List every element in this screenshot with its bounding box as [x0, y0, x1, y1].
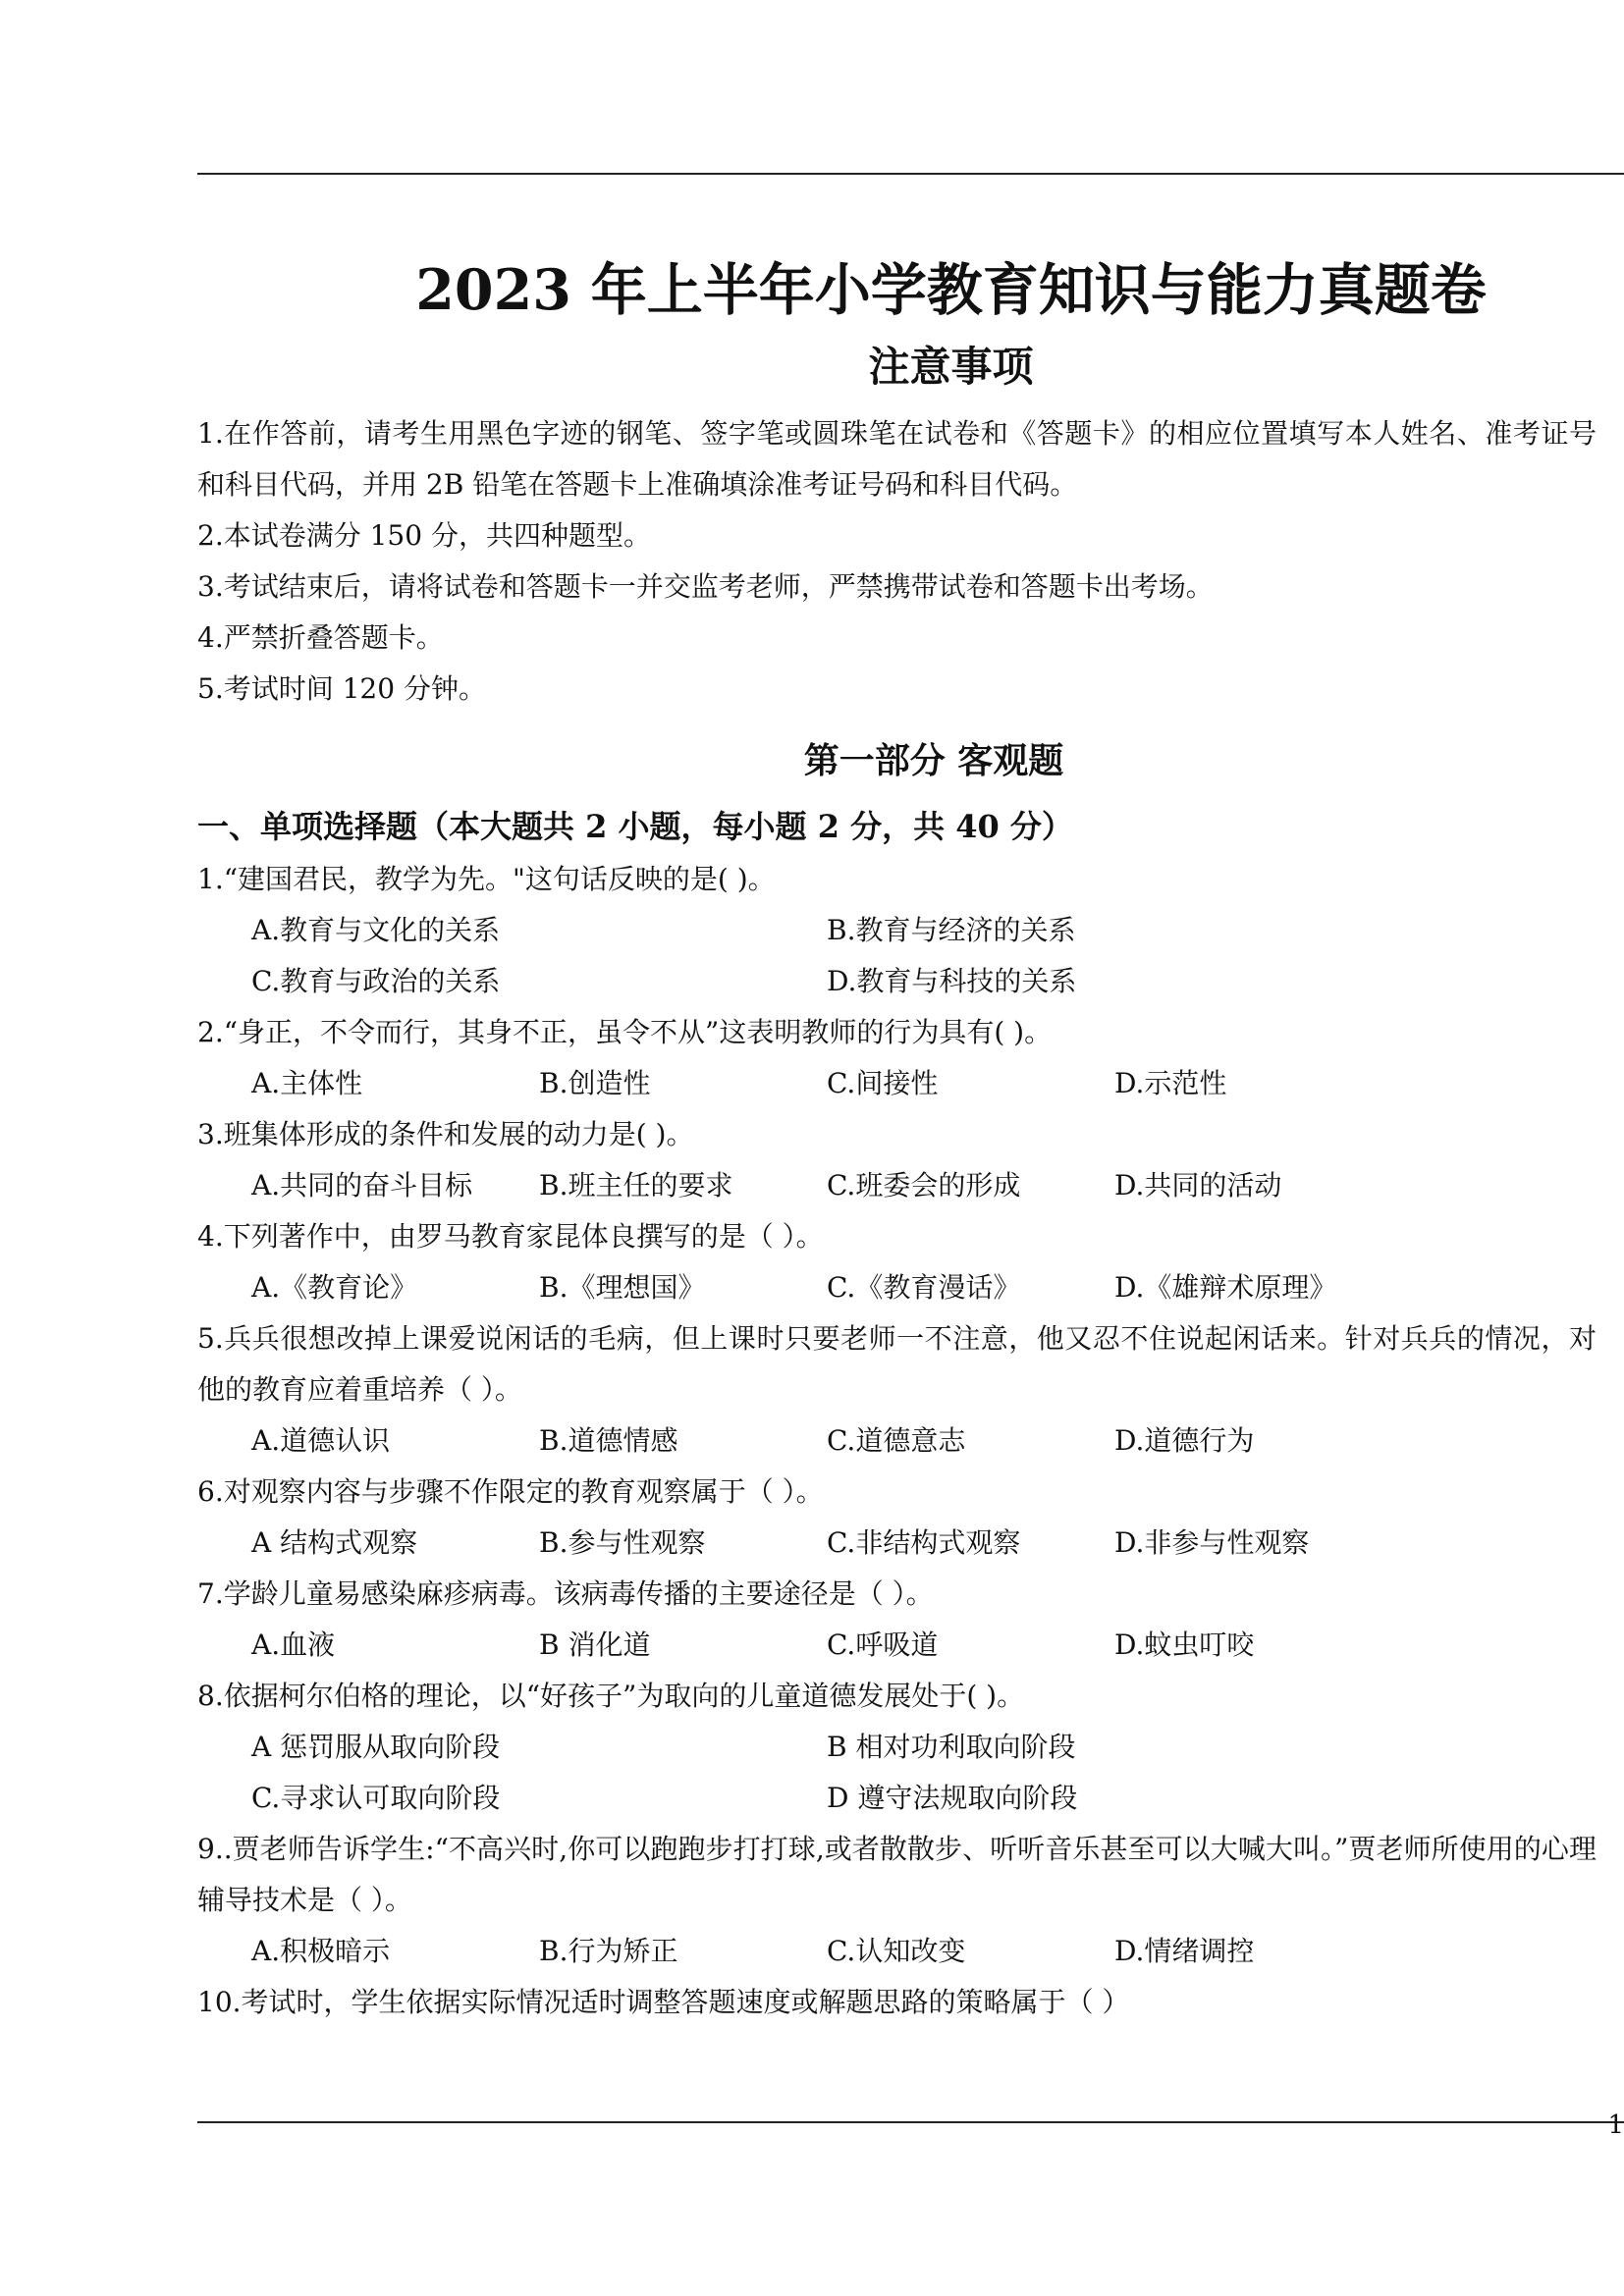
option: C.道德意志 — [827, 1424, 966, 1457]
option: A 结构式观察 — [251, 1526, 418, 1559]
option-row — [197, 1773, 1597, 1824]
section-title: 一、单项选择题（本大题共 2 小题，每小题 2 分，共 40 分） — [197, 808, 1073, 845]
option: B.创造性 — [539, 1067, 651, 1099]
question-stem: 3.班集体形成的条件和发展的动力是( )。 — [197, 1118, 694, 1150]
option-row — [197, 1518, 1597, 1569]
option: C.寻求认可取向阶段 — [251, 1782, 501, 1814]
question-stem: 5.兵兵很想改掉上课爱说闲话的毛病，但上课时只要老师一不注意，他又忍不住说起闲话来。针对兵兵的情况，对他的教育应着重培养（ ）。 — [197, 1322, 1597, 1406]
option: C.间接性 — [827, 1067, 939, 1099]
option: B 相对功利取向阶段 — [827, 1731, 1076, 1763]
footer-rule — [197, 2121, 1624, 2123]
option-row — [197, 1262, 1597, 1313]
option: C.认知改变 — [827, 1935, 966, 1967]
option: A 惩罚服从取向阶段 — [251, 1731, 501, 1763]
notice-item: 3.考试结束后，请将试卷和答题卡一并交监考老师，严禁携带试卷和答题卡出考场。 — [197, 570, 1214, 603]
question-stem: 2.“身正，不令而行，其身不正，虽令不从”这表明教师的行为具有( )。 — [197, 1016, 1053, 1048]
question-stem: 7.学龄儿童易感染麻疹病毒。该病毒传播的主要途径是（ ）。 — [197, 1577, 934, 1610]
notice-item: 5.考试时间 120 分钟。 — [197, 672, 486, 705]
page-content — [197, 243, 1597, 2028]
option: B.《理想国》 — [539, 1271, 706, 1304]
option: C.班委会的形成 — [827, 1169, 1021, 1201]
option-row — [197, 905, 1597, 956]
option: B.教育与经济的关系 — [827, 914, 1076, 946]
option: B.道德情感 — [539, 1424, 678, 1457]
option: B 消化道 — [539, 1629, 651, 1661]
option: D.《雄辩术原理》 — [1114, 1271, 1337, 1304]
option-row — [197, 1160, 1597, 1211]
option: A.血液 — [251, 1629, 336, 1661]
option: D.蚊虫叮咬 — [1114, 1629, 1255, 1661]
option: D.教育与科技的关系 — [827, 965, 1077, 997]
option: D.情绪调控 — [1114, 1935, 1255, 1967]
option: C.教育与政治的关系 — [251, 965, 501, 997]
option-row — [197, 1926, 1597, 1977]
notice-item: 1.在作答前，请考生用黑色字迹的钢笔、签字笔或圆珠笔在试卷和《答题卡》的相应位置填写本人姓名、准考证号和科目代码，并用 2B 铅笔在答题卡上准确填涂准考证号码和科目代码。 — [197, 417, 1597, 501]
option: D.示范性 — [1114, 1067, 1227, 1099]
option: A.《教育论》 — [251, 1271, 418, 1304]
option: A.共同的奋斗目标 — [251, 1169, 473, 1201]
question-stem: 10.考试时，学生依据实际情况适时调整答题速度或解题思路的策略属于（ ） — [197, 1986, 1130, 2018]
notice-heading: 注意事项 — [868, 343, 1034, 391]
notice-item: 4.严禁折叠答题卡。 — [197, 621, 444, 654]
option: D 遵守法规取向阶段 — [827, 1782, 1078, 1814]
header-rule — [197, 173, 1624, 175]
option: A.积极暗示 — [251, 1935, 391, 1967]
option: B.班主任的要求 — [539, 1169, 733, 1201]
question-stem: 1.“建国君民，教学为先。"这句话反映的是( )。 — [197, 863, 776, 895]
option: D.道德行为 — [1114, 1424, 1255, 1457]
option: A.主体性 — [251, 1067, 363, 1099]
page-number: 1 — [1607, 2110, 1624, 2140]
question-stem: 8.依据柯尔伯格的理论，以“好孩子”为取向的儿童道德发展处于( )。 — [197, 1680, 1025, 1712]
option-row — [197, 1415, 1597, 1467]
option: C.《教育漫话》 — [827, 1271, 1021, 1304]
document-title: 2023 年上半年小学教育知识与能力真题卷 — [415, 257, 1487, 323]
option-row — [197, 956, 1597, 1007]
option: D.非参与性观察 — [1114, 1526, 1310, 1559]
option-row — [197, 1058, 1597, 1109]
question-stem: 9..贾老师告诉学生:“不高兴时,你可以跑跑步打打球,或者散散步、听听音乐甚至可以大喊大叫。”贾老师所使用的心理辅导技术是（ ）。 — [197, 1833, 1597, 1916]
option: D.共同的活动 — [1114, 1169, 1282, 1201]
option-row — [197, 1620, 1597, 1671]
question-stem: 6.对观察内容与步骤不作限定的教育观察属于（ ）。 — [197, 1475, 824, 1508]
option: A.教育与文化的关系 — [251, 914, 501, 946]
part-title: 第一部分 客观题 — [803, 740, 1064, 781]
notice-item: 2.本试卷满分 150 分，共四种题型。 — [197, 519, 651, 552]
option: B.行为矫正 — [539, 1935, 678, 1967]
option: C.呼吸道 — [827, 1629, 939, 1661]
option: B.参与性观察 — [539, 1526, 706, 1559]
option: C.非结构式观察 — [827, 1526, 1021, 1559]
option: A.道德认识 — [251, 1424, 391, 1457]
question-stem: 4.下列著作中，由罗马教育家昆体良撰写的是（ ）。 — [197, 1220, 824, 1253]
option-row — [197, 1722, 1597, 1773]
